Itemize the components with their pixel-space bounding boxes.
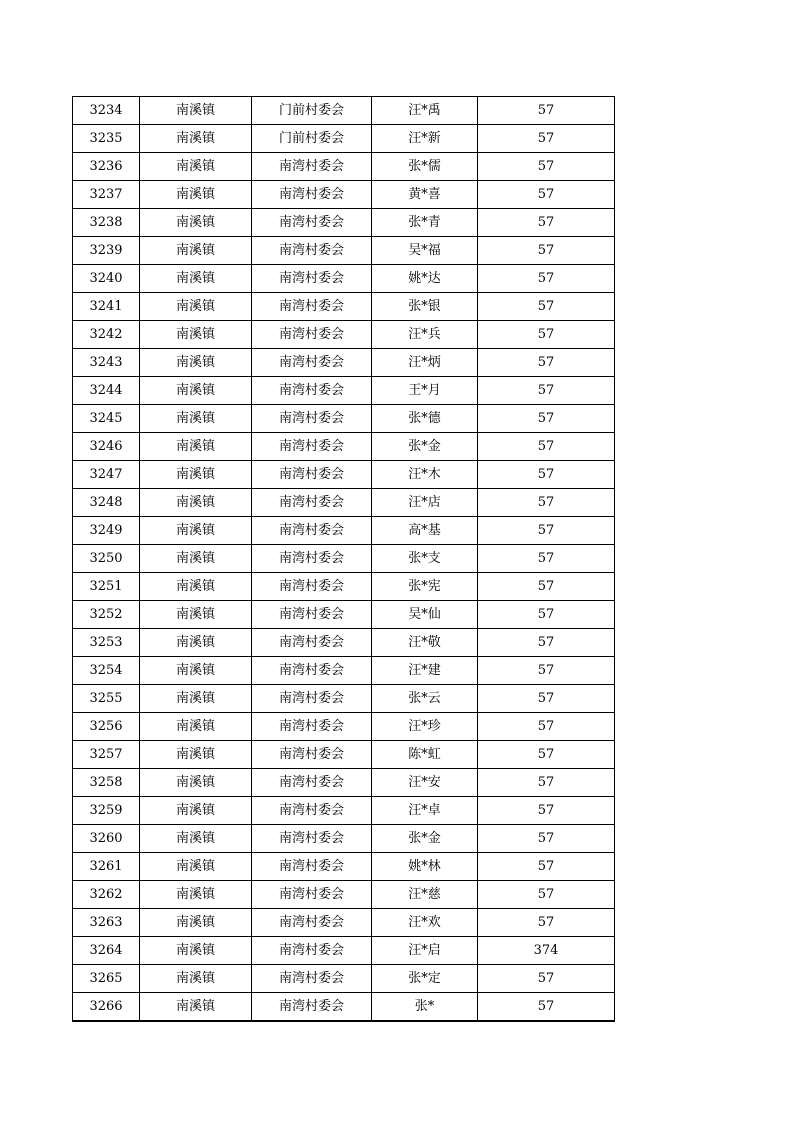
table-row	[73, 545, 615, 573]
table-row	[73, 685, 615, 713]
table-row	[73, 153, 615, 181]
cell-person-name: 汪*敬	[372, 629, 478, 657]
cell-amount: 57	[478, 741, 615, 769]
cell-serial-number: 3253	[73, 629, 140, 657]
cell-village-committee: 南湾村委会	[252, 741, 372, 769]
table-row	[73, 461, 615, 489]
cell-person-name: 汪*禹	[372, 97, 478, 125]
cell-serial-number: 3259	[73, 797, 140, 825]
cell-amount: 57	[478, 349, 615, 377]
cell-village-committee: 南湾村委会	[252, 489, 372, 517]
cell-amount: 57	[478, 153, 615, 181]
cell-serial-number: 3239	[73, 237, 140, 265]
cell-amount: 57	[478, 797, 615, 825]
cell-serial-number: 3252	[73, 601, 140, 629]
cell-person-name: 张*	[372, 993, 478, 1022]
table-row	[73, 573, 615, 601]
table-row	[73, 741, 615, 769]
cell-town: 南溪镇	[140, 433, 252, 461]
cell-town: 南溪镇	[140, 405, 252, 433]
cell-serial-number: 3234	[73, 97, 140, 125]
cell-serial-number: 3265	[73, 965, 140, 993]
cell-town: 南溪镇	[140, 517, 252, 545]
cell-amount: 57	[478, 181, 615, 209]
cell-person-name: 张*支	[372, 545, 478, 573]
cell-serial-number: 3236	[73, 153, 140, 181]
cell-serial-number: 3255	[73, 685, 140, 713]
cell-town: 南溪镇	[140, 769, 252, 797]
cell-serial-number: 3243	[73, 349, 140, 377]
cell-amount: 57	[478, 489, 615, 517]
cell-town: 南溪镇	[140, 573, 252, 601]
cell-village-committee: 南湾村委会	[252, 601, 372, 629]
cell-village-committee: 南湾村委会	[252, 853, 372, 881]
cell-serial-number: 3235	[73, 125, 140, 153]
table-row	[73, 601, 615, 629]
cell-town: 南溪镇	[140, 853, 252, 881]
table-row	[73, 349, 615, 377]
cell-serial-number: 3260	[73, 825, 140, 853]
table-row	[73, 181, 615, 209]
cell-town: 南溪镇	[140, 797, 252, 825]
cell-person-name: 陈*虹	[372, 741, 478, 769]
table-row	[73, 713, 615, 741]
cell-town: 南溪镇	[140, 125, 252, 153]
cell-person-name: 吴*福	[372, 237, 478, 265]
cell-town: 南溪镇	[140, 713, 252, 741]
table-row	[73, 321, 615, 349]
cell-serial-number: 3249	[73, 517, 140, 545]
cell-town: 南溪镇	[140, 293, 252, 321]
cell-person-name: 张*金	[372, 433, 478, 461]
cell-village-committee: 南湾村委会	[252, 433, 372, 461]
cell-serial-number: 3254	[73, 657, 140, 685]
cell-town: 南溪镇	[140, 685, 252, 713]
cell-village-committee: 南湾村委会	[252, 573, 372, 601]
cell-town: 南溪镇	[140, 657, 252, 685]
cell-serial-number: 3251	[73, 573, 140, 601]
cell-town: 南溪镇	[140, 881, 252, 909]
cell-person-name: 张*儒	[372, 153, 478, 181]
cell-village-committee: 门前村委会	[252, 125, 372, 153]
cell-amount: 57	[478, 545, 615, 573]
cell-person-name: 汪*新	[372, 125, 478, 153]
table-row	[73, 881, 615, 909]
cell-person-name: 汪*欢	[372, 909, 478, 937]
cell-person-name: 张*金	[372, 825, 478, 853]
cell-town: 南溪镇	[140, 489, 252, 517]
table-row	[73, 769, 615, 797]
cell-amount: 57	[478, 517, 615, 545]
cell-person-name: 吴*仙	[372, 601, 478, 629]
cell-serial-number: 3261	[73, 853, 140, 881]
cell-amount: 57	[478, 293, 615, 321]
cell-amount: 57	[478, 769, 615, 797]
cell-amount: 57	[478, 433, 615, 461]
cell-serial-number: 3266	[73, 993, 140, 1022]
cell-serial-number: 3264	[73, 937, 140, 965]
cell-village-committee: 南湾村委会	[252, 545, 372, 573]
cell-person-name: 王*月	[372, 377, 478, 405]
cell-village-committee: 南湾村委会	[252, 349, 372, 377]
table-row	[73, 405, 615, 433]
cell-person-name: 张*银	[372, 293, 478, 321]
cell-amount: 57	[478, 573, 615, 601]
cell-village-committee: 南湾村委会	[252, 769, 372, 797]
cell-person-name: 汪*安	[372, 769, 478, 797]
cell-serial-number: 3263	[73, 909, 140, 937]
cell-amount: 57	[478, 209, 615, 237]
cell-amount: 57	[478, 685, 615, 713]
table-row	[73, 797, 615, 825]
cell-town: 南溪镇	[140, 349, 252, 377]
cell-town: 南溪镇	[140, 741, 252, 769]
cell-serial-number: 3262	[73, 881, 140, 909]
cell-person-name: 汪*建	[372, 657, 478, 685]
table-row	[73, 965, 615, 993]
cell-town: 南溪镇	[140, 97, 252, 125]
table-row	[73, 853, 615, 881]
cell-village-committee: 南湾村委会	[252, 629, 372, 657]
cell-town: 南溪镇	[140, 321, 252, 349]
cell-town: 南溪镇	[140, 937, 252, 965]
cell-person-name: 汪*卓	[372, 797, 478, 825]
cell-amount: 57	[478, 909, 615, 937]
table-row	[73, 489, 615, 517]
table-row	[73, 237, 615, 265]
cell-amount: 57	[478, 97, 615, 125]
cell-amount: 57	[478, 657, 615, 685]
cell-amount: 57	[478, 237, 615, 265]
cell-serial-number: 3247	[73, 461, 140, 489]
table-row	[73, 377, 615, 405]
cell-serial-number: 3257	[73, 741, 140, 769]
table-row	[73, 825, 615, 853]
cell-serial-number: 3241	[73, 293, 140, 321]
cell-serial-number: 3238	[73, 209, 140, 237]
cell-serial-number: 3245	[73, 405, 140, 433]
cell-village-committee: 南湾村委会	[252, 657, 372, 685]
cell-village-committee: 南湾村委会	[252, 825, 372, 853]
table-row	[73, 265, 615, 293]
cell-amount: 57	[478, 601, 615, 629]
cell-village-committee: 南湾村委会	[252, 713, 372, 741]
table-row	[73, 517, 615, 545]
table-row	[73, 909, 615, 937]
cell-amount: 57	[478, 881, 615, 909]
cell-village-committee: 南湾村委会	[252, 321, 372, 349]
cell-amount: 57	[478, 125, 615, 153]
cell-person-name: 高*基	[372, 517, 478, 545]
cell-person-name: 汪*启	[372, 937, 478, 965]
cell-serial-number: 3242	[73, 321, 140, 349]
cell-serial-number: 3256	[73, 713, 140, 741]
cell-amount: 57	[478, 853, 615, 881]
cell-person-name: 黄*喜	[372, 181, 478, 209]
cell-person-name: 张*定	[372, 965, 478, 993]
cell-town: 南溪镇	[140, 993, 252, 1022]
cell-amount: 57	[478, 461, 615, 489]
cell-serial-number: 3258	[73, 769, 140, 797]
roster-table-body	[73, 97, 615, 1022]
cell-town: 南溪镇	[140, 965, 252, 993]
cell-village-committee: 南湾村委会	[252, 209, 372, 237]
cell-town: 南溪镇	[140, 629, 252, 657]
table-row	[73, 97, 615, 125]
cell-village-committee: 南湾村委会	[252, 377, 372, 405]
cell-town: 南溪镇	[140, 601, 252, 629]
table-row	[73, 433, 615, 461]
table-row	[73, 993, 615, 1022]
cell-village-committee: 南湾村委会	[252, 517, 372, 545]
cell-person-name: 汪*珍	[372, 713, 478, 741]
table-row	[73, 657, 615, 685]
cell-amount: 57	[478, 405, 615, 433]
cell-town: 南溪镇	[140, 237, 252, 265]
cell-amount: 57	[478, 993, 615, 1022]
cell-amount: 57	[478, 265, 615, 293]
cell-town: 南溪镇	[140, 909, 252, 937]
cell-village-committee: 南湾村委会	[252, 153, 372, 181]
cell-amount: 374	[478, 937, 615, 965]
cell-town: 南溪镇	[140, 209, 252, 237]
cell-person-name: 汪*慈	[372, 881, 478, 909]
cell-village-committee: 南湾村委会	[252, 881, 372, 909]
cell-village-committee: 南湾村委会	[252, 685, 372, 713]
cell-village-committee: 南湾村委会	[252, 265, 372, 293]
cell-village-committee: 南湾村委会	[252, 937, 372, 965]
cell-town: 南溪镇	[140, 461, 252, 489]
cell-village-committee: 南湾村委会	[252, 293, 372, 321]
cell-amount: 57	[478, 377, 615, 405]
table-row	[73, 293, 615, 321]
cell-serial-number: 3240	[73, 265, 140, 293]
cell-village-committee: 南湾村委会	[252, 181, 372, 209]
cell-person-name: 汪*木	[372, 461, 478, 489]
cell-town: 南溪镇	[140, 265, 252, 293]
cell-amount: 57	[478, 965, 615, 993]
cell-person-name: 张*德	[372, 405, 478, 433]
cell-village-committee: 南湾村委会	[252, 797, 372, 825]
cell-town: 南溪镇	[140, 181, 252, 209]
cell-amount: 57	[478, 825, 615, 853]
cell-person-name: 张*宪	[372, 573, 478, 601]
cell-serial-number: 3246	[73, 433, 140, 461]
cell-serial-number: 3237	[73, 181, 140, 209]
cell-town: 南溪镇	[140, 545, 252, 573]
cell-village-committee: 南湾村委会	[252, 461, 372, 489]
cell-village-committee: 南湾村委会	[252, 909, 372, 937]
cell-village-committee: 南湾村委会	[252, 993, 372, 1022]
cell-town: 南溪镇	[140, 153, 252, 181]
table-row	[73, 125, 615, 153]
table-row	[73, 209, 615, 237]
cell-amount: 57	[478, 713, 615, 741]
cell-serial-number: 3248	[73, 489, 140, 517]
cell-person-name: 汪*店	[372, 489, 478, 517]
cell-village-committee: 南湾村委会	[252, 965, 372, 993]
cell-person-name: 姚*达	[372, 265, 478, 293]
cell-village-committee: 门前村委会	[252, 97, 372, 125]
cell-person-name: 汪*炳	[372, 349, 478, 377]
cell-town: 南溪镇	[140, 377, 252, 405]
cell-amount: 57	[478, 629, 615, 657]
cell-village-committee: 南湾村委会	[252, 237, 372, 265]
cell-person-name: 汪*兵	[372, 321, 478, 349]
table-row	[73, 629, 615, 657]
cell-town: 南溪镇	[140, 825, 252, 853]
cell-person-name: 姚*林	[372, 853, 478, 881]
roster-table	[72, 96, 615, 1022]
cell-person-name: 张*青	[372, 209, 478, 237]
cell-serial-number: 3244	[73, 377, 140, 405]
table-row	[73, 937, 615, 965]
cell-serial-number: 3250	[73, 545, 140, 573]
cell-amount: 57	[478, 321, 615, 349]
cell-person-name: 张*云	[372, 685, 478, 713]
cell-village-committee: 南湾村委会	[252, 405, 372, 433]
